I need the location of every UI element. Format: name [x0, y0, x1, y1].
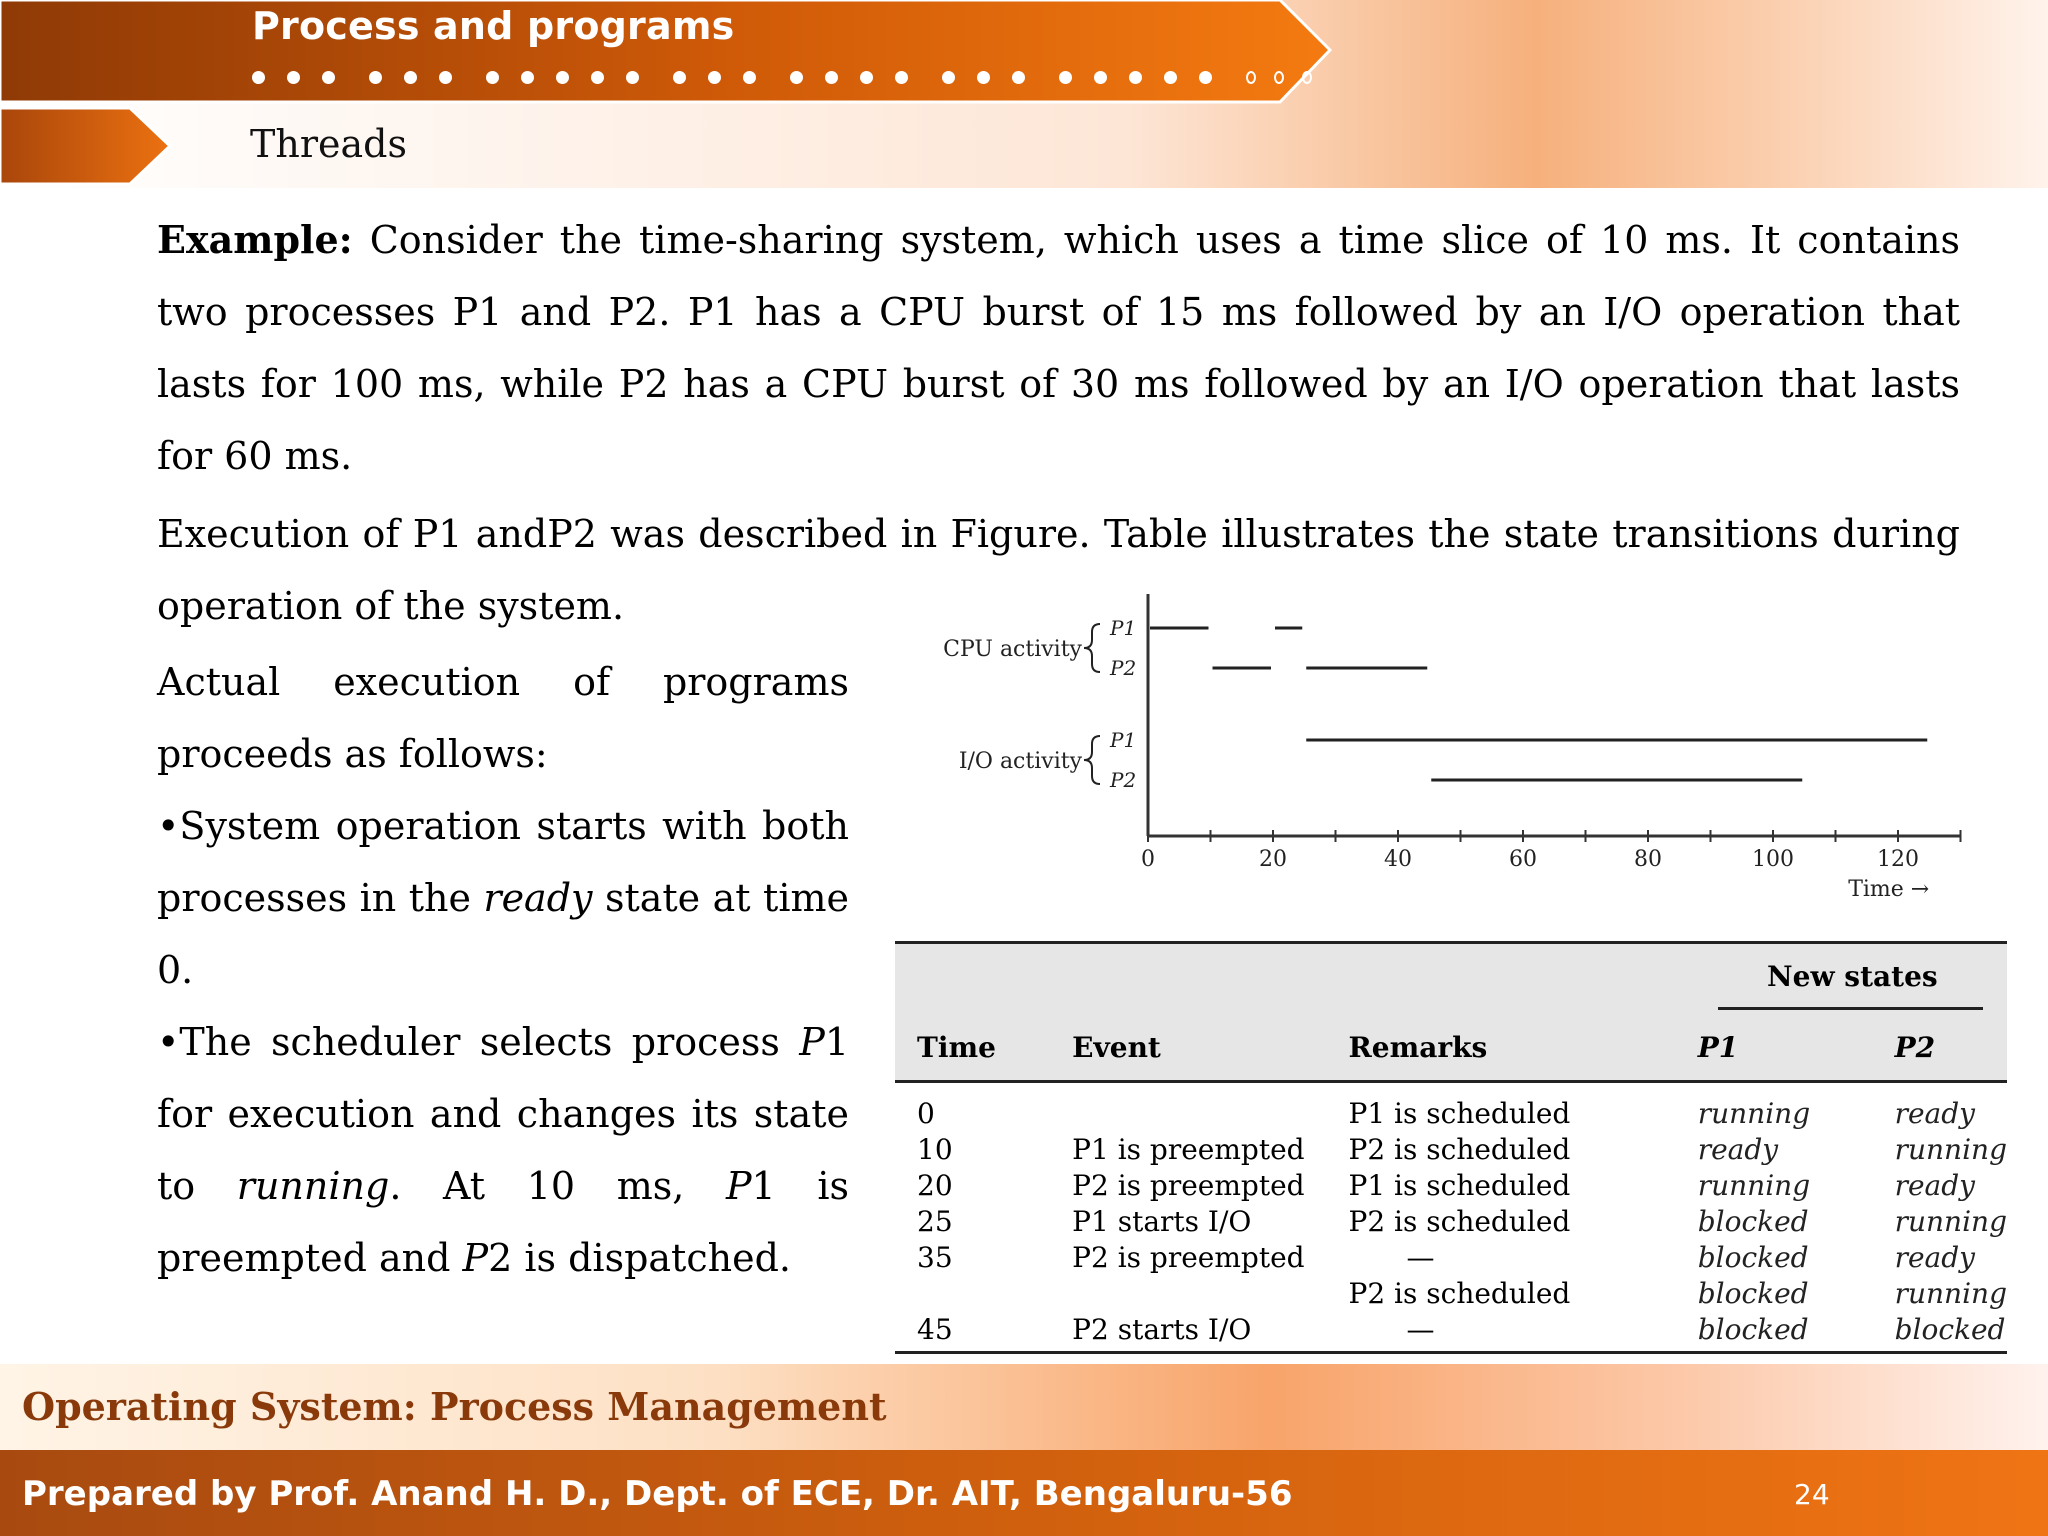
slide-subtitle: Threads	[250, 122, 407, 166]
state-transition-table	[895, 941, 2007, 1354]
author-credit: Prepared by Prof. Anand H. D., Dept. of ECE, Dr. AIT, Bengaluru-56	[22, 1474, 1293, 1514]
table-row	[895, 1131, 2007, 1167]
row-label: P2	[1110, 656, 1137, 680]
table-cell: P2 is scheduled	[1348, 1276, 1571, 1310]
row-label: P1	[1110, 616, 1137, 640]
course-title: Operating System: Process Management	[22, 1384, 887, 1429]
x-tick-label: 100	[1752, 847, 1794, 872]
table-cell: P2 is preempted	[1072, 1240, 1305, 1274]
table-row	[895, 1311, 2007, 1353]
table-cell: blocked	[1894, 1312, 2006, 1346]
step-bullet-1: •System operation starts with both processes in the ready state at time 0.	[157, 804, 849, 992]
table-cell: P1 is preempted	[1072, 1132, 1305, 1166]
table-cell: running	[1894, 1132, 2007, 1166]
example-label: Example:	[157, 217, 353, 262]
table-cell: running	[1697, 1096, 1811, 1130]
step-bullet-2: •The scheduler selects process P1 for execution and changes its state to running. At 10 ms, P1 is preempted and P2 is dispatched.	[157, 1020, 849, 1280]
progress-dots	[252, 60, 1330, 94]
row-label: P2	[1110, 768, 1137, 792]
x-tick-label: 60	[1509, 847, 1537, 872]
table-cell: ready	[1894, 1168, 1975, 1202]
table-cell	[895, 1275, 1072, 1311]
table-cell: 45	[917, 1312, 953, 1346]
table-cell: ready	[1894, 1240, 1975, 1274]
group-label: I/O activity	[958, 749, 1082, 774]
new-states-header: New states	[1698, 943, 2007, 1015]
table-row	[895, 1239, 2007, 1275]
table-cell: ready	[1894, 1096, 1975, 1130]
group-label: CPU activity	[943, 637, 1082, 662]
x-tick-label: 0	[1141, 847, 1155, 872]
table-cell: blocked	[1697, 1276, 1809, 1310]
example-text: Consider the time-sharing system, which uses a time slice of 10 ms. It contains two processes P1 and P2. P1 has a CPU burst of 15 ms followed by an I/O operation that lasts for 100 ms, while P2 has a CPU burst of 30 ms followed by an I/O operation that lasts for 60 ms.	[157, 218, 1960, 478]
table-row	[895, 1275, 2007, 1311]
table-cell: P2 is scheduled	[1348, 1204, 1571, 1238]
x-axis-label: Time →	[1848, 877, 1930, 902]
table-cell: P2 is preempted	[1072, 1168, 1305, 1202]
table-cell: P2 is scheduled	[1348, 1132, 1571, 1166]
x-tick-label: 120	[1877, 847, 1919, 872]
table-cell: P1 is scheduled	[1348, 1096, 1571, 1130]
x-tick-label: 40	[1384, 847, 1412, 872]
col-header-p1: P1	[1697, 1030, 1739, 1064]
table-cell	[1072, 1275, 1348, 1311]
table-cell	[1072, 1082, 1348, 1132]
table-cell: 35	[917, 1240, 953, 1274]
table-cell: —	[1406, 1240, 1435, 1274]
slide-title: Process and programs	[252, 4, 735, 48]
execution-paragraph: Execution of P1 andP2 was described in Figure. Table illustrates the state transitions during operation of the system.	[157, 512, 1960, 628]
table-cell: running	[1894, 1204, 2007, 1238]
table-row	[895, 1203, 2007, 1239]
col-header-event: Event	[1072, 1030, 1161, 1064]
table-cell: 0	[917, 1096, 935, 1130]
row-label: P1	[1110, 728, 1137, 752]
x-tick-label: 20	[1259, 847, 1287, 872]
table-cell: 25	[917, 1204, 953, 1238]
table-cell: running	[1894, 1276, 2007, 1310]
table-cell: 20	[917, 1168, 953, 1202]
table-cell: running	[1697, 1168, 1811, 1202]
page-number: 24	[1794, 1478, 1830, 1511]
brace	[1084, 624, 1100, 672]
table-row	[895, 1167, 2007, 1203]
col-header-time: Time	[917, 1030, 996, 1064]
execution-steps	[157, 646, 849, 1294]
table-cell: P2 starts I/O	[1072, 1312, 1252, 1346]
table-cell: P1 starts I/O	[1072, 1204, 1252, 1238]
table-cell: P1 is scheduled	[1348, 1168, 1571, 1202]
steps-intro: Actual execution of programs proceeds as follows:	[157, 660, 849, 776]
col-header-remarks: Remarks	[1348, 1030, 1488, 1064]
example-paragraph	[157, 204, 1960, 492]
table-cell: 10	[917, 1132, 953, 1166]
table-cell: blocked	[1697, 1204, 1809, 1238]
activity-timeline-chart	[920, 588, 1980, 908]
table-cell: —	[1406, 1312, 1435, 1346]
x-tick-label: 80	[1634, 847, 1662, 872]
table-cell: blocked	[1697, 1240, 1809, 1274]
table-cell: ready	[1697, 1132, 1779, 1166]
brace	[1084, 736, 1100, 784]
table-row	[895, 1082, 2007, 1132]
col-header-p2: P2	[1894, 1030, 1936, 1064]
table-cell: blocked	[1697, 1312, 1809, 1346]
